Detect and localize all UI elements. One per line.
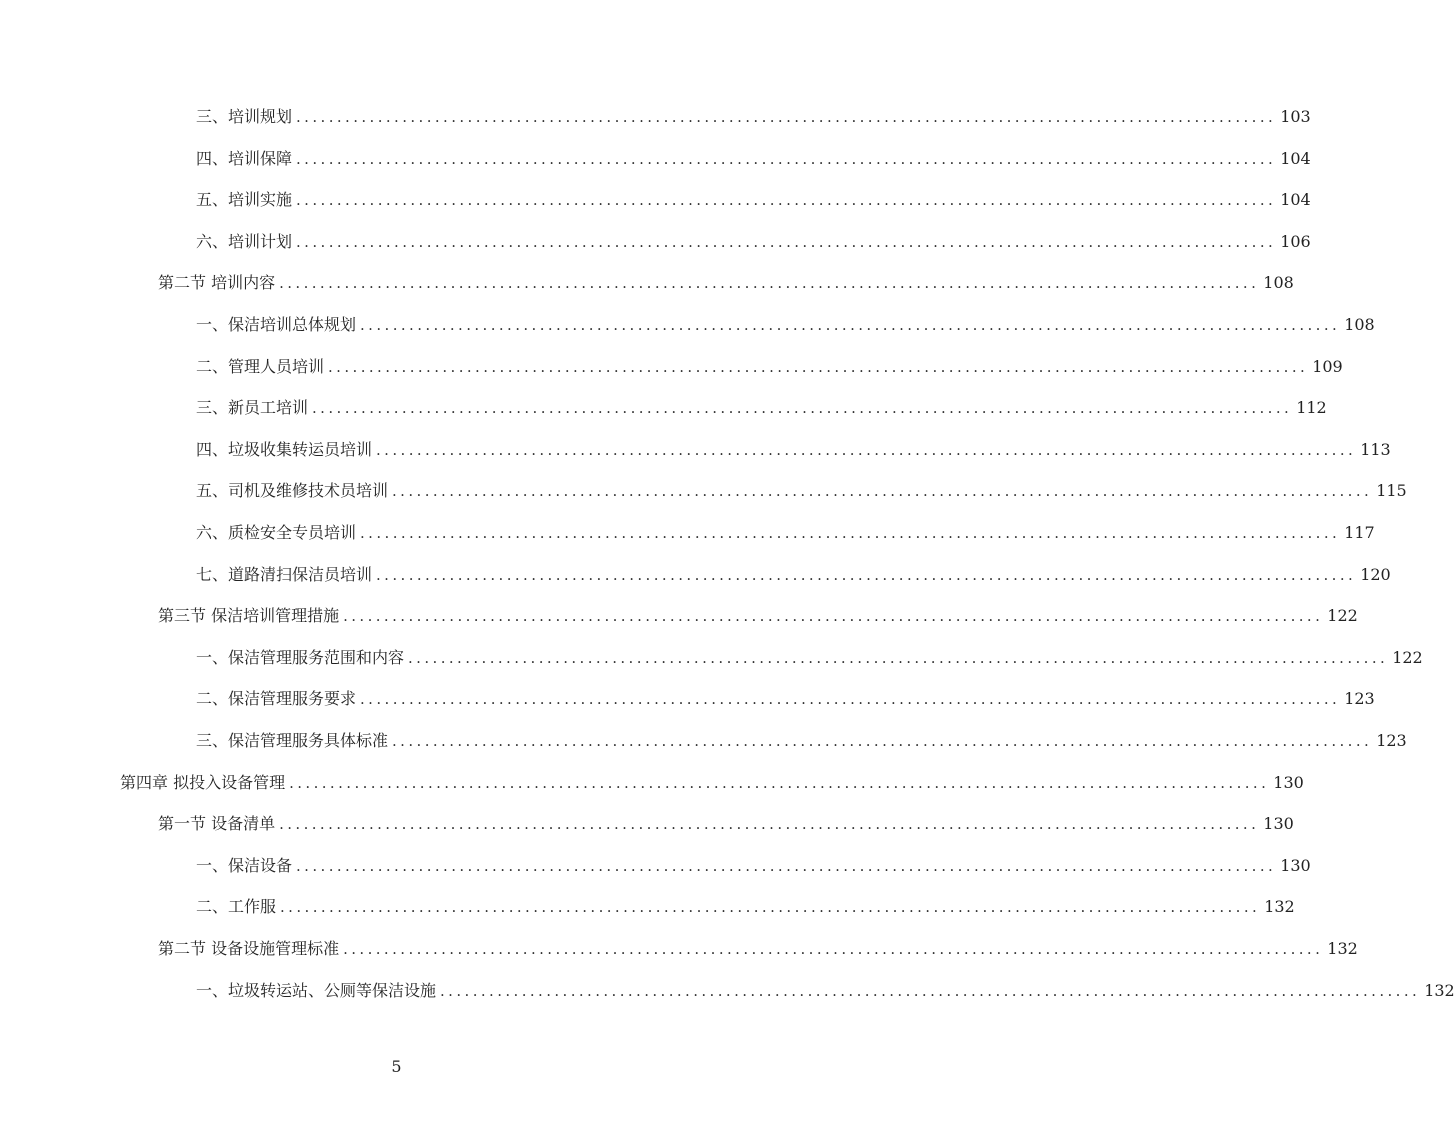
toc-entry-title: 四、培训保障 [196, 148, 293, 168]
toc-dot-leader: ........................................................................................................................ [392, 732, 1373, 750]
toc-entry-page: 123 [1344, 689, 1375, 709]
toc-dot-leader: ........................................................................................................................ [312, 399, 1293, 418]
toc-entry-title: 一、保洁设备 [196, 855, 293, 875]
toc-dot-leader: ........................................................................................................................ [296, 108, 1277, 126]
toc-entry [158, 271, 1294, 295]
toc-entry [196, 563, 1391, 587]
toc-dot-leader: ........................................................................................................................ [296, 232, 1277, 251]
toc-entry [196, 313, 1375, 337]
toc-entry-title: 六、质检安全专员培训 [196, 523, 357, 542]
toc-entry [196, 646, 1423, 670]
toc-entry-page: 130 [1280, 855, 1311, 875]
toc-entry [196, 895, 1295, 919]
toc-entry-title: 第二节 设备设施管理标准 [158, 939, 340, 958]
toc-entry-title: 一、保洁培训总体规划 [196, 315, 357, 334]
toc-entry-page: 104 [1280, 148, 1311, 168]
toc-entry-page: 132 [1327, 939, 1358, 958]
toc-dot-leader: ........................................................................................................................ [360, 690, 1341, 709]
toc-entry [196, 854, 1311, 878]
page-number: 5 [391, 1057, 402, 1076]
toc-entry [196, 355, 1343, 379]
toc-entry-title: 三、培训规划 [196, 107, 293, 126]
toc-entry-title: 五、司机及维修技术员培训 [196, 481, 389, 501]
toc-entry-page: 122 [1392, 647, 1423, 667]
toc-entry [196, 147, 1311, 171]
toc-entry-title: 一、保洁管理服务范围和内容 [196, 647, 405, 667]
toc-entry-title: 二、管理人员培训 [196, 356, 325, 376]
toc-entry [120, 771, 1304, 795]
toc-entry-title: 七、道路清扫保洁员培训 [196, 564, 373, 584]
toc-entry-page: 104 [1280, 190, 1311, 210]
toc-entry [196, 188, 1311, 212]
toc-dot-leader: ........................................................................................................................ [296, 149, 1277, 168]
toc-entry-title: 二、保洁管理服务要求 [196, 689, 357, 709]
toc-entry [158, 812, 1294, 836]
toc-entry [196, 105, 1311, 129]
toc-dot-leader: ........................................................................................................................ [280, 898, 1261, 917]
toc-entry-page: 103 [1280, 107, 1311, 126]
toc-entry-page: 115 [1376, 481, 1407, 501]
toc-dot-leader: ........................................................................................................................ [343, 607, 1324, 626]
toc-dot-leader: ........................................................................................................................ [392, 482, 1373, 501]
toc-dot-leader: ........................................................................................................................ [296, 191, 1277, 210]
toc-entry-page: 123 [1376, 731, 1407, 750]
toc-entry-title: 一、垃圾转运站、公厕等保洁设施 [196, 980, 437, 1000]
toc-entry [196, 396, 1327, 420]
toc-entry-title: 六、培训计划 [196, 231, 293, 251]
toc-entry-page: 122 [1327, 606, 1358, 626]
toc-entry [158, 937, 1358, 961]
toc-entry-page: 132 [1424, 980, 1455, 1000]
toc-entry-title: 第二节 培训内容 [158, 273, 276, 293]
toc-entry-title: 二、工作服 [196, 897, 277, 917]
toc-dot-leader: ........................................................................................................................ [296, 856, 1277, 875]
toc-dot-leader: ........................................................................................................................ [376, 565, 1357, 584]
toc-dot-leader: ........................................................................................................................ [328, 357, 1309, 376]
toc-entry [196, 479, 1407, 503]
toc-entry-page: 132 [1264, 897, 1295, 917]
toc-entry [196, 438, 1391, 462]
toc-dot-leader: ........................................................................................................................ [360, 316, 1341, 334]
toc-entry-page: 109 [1312, 356, 1343, 376]
toc-dot-leader: ........................................................................................................................ [440, 981, 1421, 1000]
toc-entry-page: 106 [1280, 231, 1311, 251]
toc-entry-title: 第一节 设备清单 [158, 814, 276, 834]
toc-entry-page: 108 [1344, 315, 1375, 334]
toc-entry-title: 五、培训实施 [196, 190, 293, 210]
toc-entry-page: 130 [1273, 772, 1304, 792]
toc-entry-page: 120 [1360, 564, 1391, 584]
toc-entry [196, 521, 1375, 545]
toc-entry [196, 979, 1455, 1003]
toc-entry [196, 687, 1375, 711]
toc-dot-leader: ........................................................................................................................ [376, 440, 1357, 459]
toc-dot-leader: ........................................................................................................................ [279, 274, 1260, 293]
toc-entry-title: 第四章 拟投入设备管理 [120, 772, 286, 792]
toc-dot-leader: ........................................................................................................................ [279, 815, 1260, 834]
toc-entry-page: 117 [1344, 523, 1375, 542]
toc-dot-leader: ........................................................................................................................ [360, 524, 1341, 542]
toc-entry-page: 130 [1263, 814, 1294, 834]
toc-entry-page: 113 [1360, 439, 1391, 459]
toc-entry-title: 三、保洁管理服务具体标准 [196, 731, 389, 750]
toc-entry-title: 四、垃圾收集转运员培训 [196, 439, 373, 459]
toc-dot-leader: ........................................................................................................................ [343, 940, 1324, 958]
toc-dot-leader: ........................................................................................................................ [289, 773, 1270, 792]
toc-entry [158, 604, 1358, 628]
toc-entry-title: 三、新员工培训 [196, 398, 309, 418]
toc-entry-title: 第三节 保洁培训管理措施 [158, 606, 340, 626]
toc-entry [196, 230, 1311, 254]
toc-entry-page: 112 [1296, 398, 1327, 418]
toc-entry-page: 108 [1263, 273, 1294, 293]
toc-entry [196, 729, 1407, 753]
toc-dot-leader: ........................................................................................................................ [408, 648, 1389, 667]
